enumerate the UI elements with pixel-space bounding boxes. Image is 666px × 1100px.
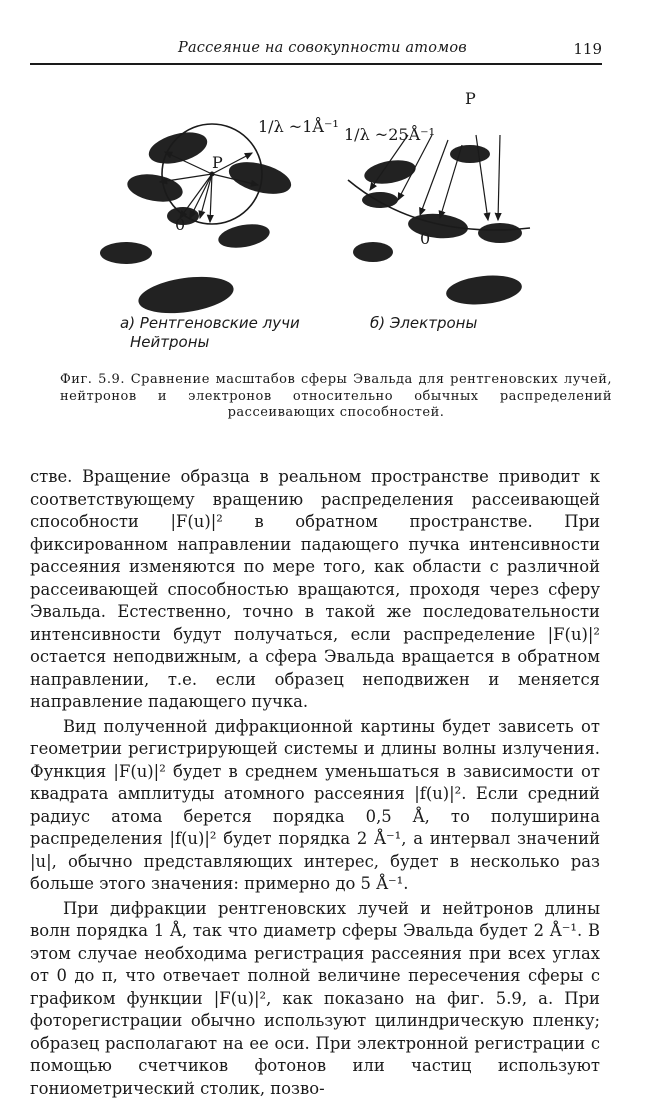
panel-b-electrons	[344, 89, 530, 332]
paragraph: Вид полученной дифракционной картины будет зависеть от геометрии регистрирующей системы и длины волны излучения. Функция |F(u)|² будет в среднем уменьшаться в зависимости от квадрата амплитуды атомного рассеяния |f(u)|². Если средний радиус атома берется порядка 0,5 Å, то полуширина распределения |f(u)|² будет порядка 2 Å⁻¹, а интервал значений |u|, обычно представляющих интерес, будет в несколько раз больше этого значения: примерно до 5 Å⁻¹.	[30, 716, 600, 896]
point-p-right: P	[465, 89, 476, 108]
header-rule	[30, 63, 602, 65]
blob	[450, 145, 490, 163]
panel-a-caption-line1: а) Рентгеновские лучи	[120, 314, 300, 332]
blob	[125, 170, 185, 205]
blob	[407, 211, 469, 240]
panel-a-caption-line2: Нейтроны	[130, 333, 210, 351]
page-number: 119	[573, 40, 602, 58]
blob	[478, 223, 522, 243]
scattering-blobs-right	[353, 145, 523, 308]
wavelength-label-right: 1/λ ~25Å⁻¹	[344, 124, 435, 144]
origin-right: 0	[420, 229, 430, 248]
ewald-sphere-figure	[0, 70, 666, 370]
paragraph: При дифракции рентгеновских лучей и нейтронов длины волн порядка 1 Å, так что диаметр сферы Эвальда будет 2 Å⁻¹. В этом случае необходима регистрация рассеяния при всех углах от 0 до π, что отвечает полной величине пересечения сферы с графиком функции |F(u)|², как показано на фиг. 5.9, а. При фоторегистрации обычно используют цилиндрическую пленку; образец располагают на ее оси. При электронной регистрации с помощью счетчиков фотонов или частиц используют гониометрический столик, позво-	[30, 898, 600, 1100]
blob	[216, 221, 271, 252]
running-title: Рассеяние на совокупности атомов	[178, 40, 467, 56]
figure-caption: Фиг. 5.9. Сравнение масштабов сферы Эвальда для рентгеновских лучей, нейтронов и электронов относительно обычных распределений рассеивающих способностей.	[60, 372, 612, 422]
origin-left: 0	[175, 215, 185, 234]
wavelength-label-left: 1/λ ~1Å⁻¹	[258, 116, 339, 136]
page-header	[30, 38, 602, 62]
paragraph-continuation: стве. Вращение образца в реальном пространстве приводит к соответствующему вращению распределения рассеивающей способности |F(u)|² в обратном пространстве. При фиксированном направлении падающего пучка интенсивности рассеяния изменяются по мере того, как области с различной рассеивающей способностью вращаются, проходя через сферу Эвальда. Естественно, точно в такой же последовательности интенсивности будут получаться, если распределение |F(u)|² остается неподвижным, а сфера Эвальда вращается в обратном направлении, т.е. если образец неподвижен и меняется направление падающего пучка.	[30, 466, 600, 714]
blob	[445, 272, 524, 308]
blob	[145, 127, 210, 170]
blob	[353, 242, 393, 262]
point-p-left: P	[212, 153, 223, 172]
body-text	[30, 466, 600, 1100]
blob	[136, 271, 236, 318]
panel-b-caption: б) Электроны	[370, 314, 477, 332]
blob	[100, 242, 152, 264]
panel-a-xray-neutrons	[100, 116, 339, 351]
